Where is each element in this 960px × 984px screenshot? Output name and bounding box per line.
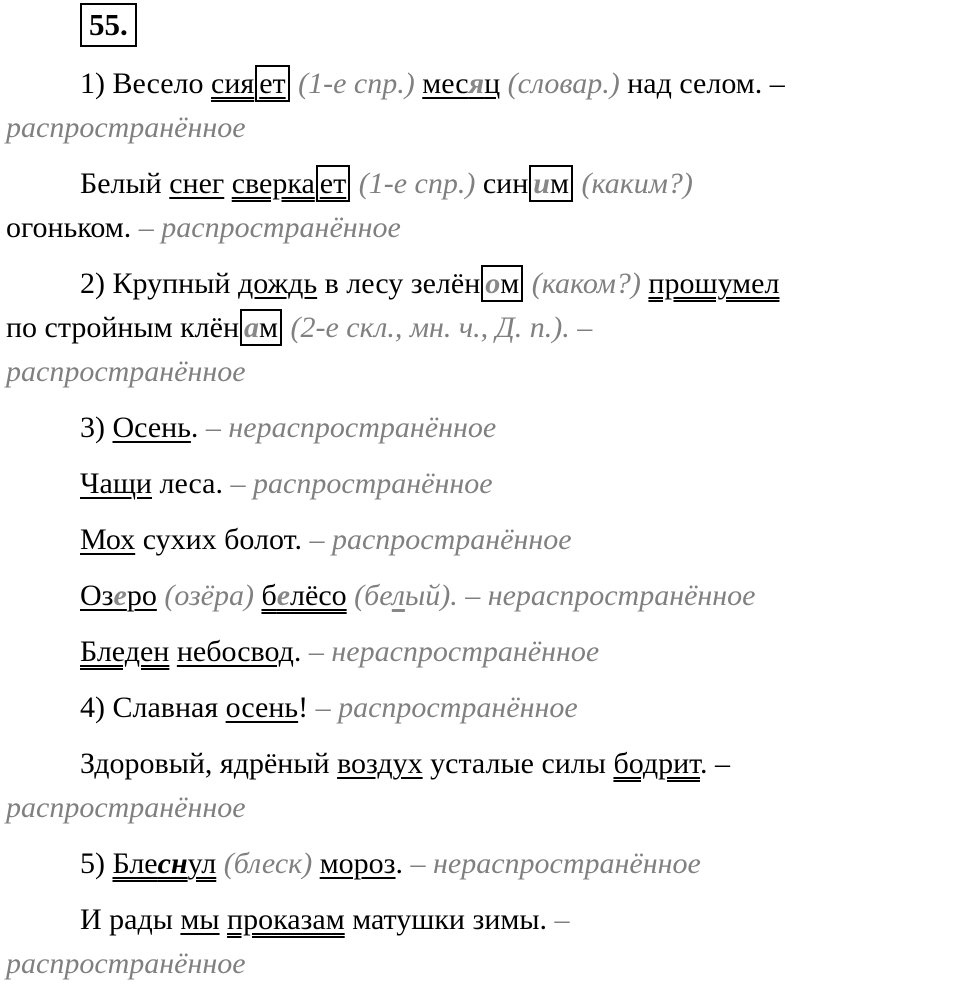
comment: (1-е спр.) <box>290 67 423 100</box>
text: син <box>482 167 529 200</box>
text: Здоровый, ядрёный <box>80 747 338 780</box>
predicate-word <box>232 167 352 200</box>
text: Оз <box>80 579 114 612</box>
predicate-word <box>261 579 346 612</box>
text: ый) <box>404 579 451 612</box>
text: 3) <box>80 411 113 444</box>
sentence-7 <box>80 576 756 616</box>
sentence-6 <box>80 520 572 560</box>
predicate-word <box>113 847 217 880</box>
ending-box: ет <box>255 65 289 102</box>
text: ул <box>187 847 217 880</box>
predicate-word: прошумел <box>648 267 780 300</box>
comment: (озёра) <box>156 579 262 612</box>
sentence-type: – нераспространённое <box>308 635 600 668</box>
text: Белый <box>80 167 170 200</box>
comment <box>347 579 451 612</box>
text: сухих болот. <box>135 523 310 556</box>
sentence-3-line-1 <box>80 264 779 304</box>
sentence-5 <box>80 464 493 504</box>
sentence-12-line-1 <box>80 900 570 940</box>
text: . <box>450 579 466 612</box>
text: 1) Весело <box>80 67 212 100</box>
sentence-type: распространённое <box>6 355 246 388</box>
sentence-type: – нераспространённое <box>465 579 756 612</box>
subject-word <box>422 67 500 100</box>
subject-word: мороз <box>319 847 396 880</box>
ending-box <box>481 265 523 302</box>
comment: (1-е спр.) <box>351 167 483 200</box>
ending-box: ет <box>316 165 350 202</box>
subject-word: небосвод <box>176 635 294 668</box>
vowel-highlight: е <box>113 579 127 612</box>
sentence-2-line-2 <box>6 208 401 248</box>
predicate-word: Бледен <box>80 635 170 668</box>
ending-box <box>529 165 573 202</box>
text: л <box>391 579 405 612</box>
text: б <box>261 579 277 612</box>
vowel-highlight: о <box>485 267 501 300</box>
sentence-type: – распространённое <box>309 523 572 556</box>
vowel-highlight: а <box>244 311 260 344</box>
text: . <box>293 635 309 668</box>
sentence-10-line-1 <box>80 744 730 784</box>
sentence-type: распространённое <box>6 791 246 824</box>
comment: (блеск) <box>216 847 320 880</box>
sentence-4 <box>80 408 496 448</box>
sentence-9 <box>80 688 578 728</box>
text: огоньком. <box>6 211 139 244</box>
text: м <box>259 311 278 344</box>
text: леса. <box>151 467 231 500</box>
text: 4) Славная <box>80 691 226 724</box>
predicate-word: проказам <box>227 903 345 936</box>
dash: . – <box>562 311 593 344</box>
text: усталые силы <box>422 747 614 780</box>
text: мес <box>422 67 469 100</box>
text: в лесу зелён <box>317 267 481 300</box>
sentence-11 <box>80 844 701 884</box>
sentence-1-line-1 <box>80 64 785 104</box>
text: сия <box>211 67 255 100</box>
sentence-type: – распространённое <box>315 691 578 724</box>
text: . – <box>700 747 731 780</box>
comment: (каком?) <box>524 267 649 300</box>
sentence-type: распространённое <box>6 947 246 980</box>
subject-word: Мох <box>80 523 136 556</box>
sentence-type: – нераспространённое <box>205 411 497 444</box>
sentence-type: – нераспространённое <box>410 847 701 880</box>
sentence-type: – распространённое <box>138 211 401 244</box>
subject-word: Осень <box>112 411 191 444</box>
text: . <box>190 411 206 444</box>
subject-word: снег <box>169 167 225 200</box>
vowel-highlight: е <box>276 579 291 612</box>
text: И рады <box>80 903 181 936</box>
dash: – <box>554 903 570 936</box>
sentence-type: распространённое <box>6 111 246 144</box>
sentence-2-line-1 <box>80 164 693 204</box>
ending-box <box>240 309 282 346</box>
text <box>169 635 177 668</box>
text: по стройным клён <box>6 311 240 344</box>
consonant-highlight: сн <box>157 847 188 880</box>
text: м <box>500 267 520 300</box>
text <box>224 167 232 200</box>
subject-word: воздух <box>337 747 423 780</box>
text: . <box>395 847 411 880</box>
vowel-highlight: я <box>468 67 485 100</box>
sentence-3-line-2 <box>6 308 592 348</box>
predicate-word: бодрит <box>613 747 701 780</box>
text: ц <box>484 67 501 100</box>
text <box>220 903 228 936</box>
subject-word <box>80 579 157 612</box>
comment: (2-е скл., мн. ч., Д. п.) <box>283 311 563 344</box>
vowel-highlight: и <box>533 167 550 200</box>
predicate-word <box>211 67 291 100</box>
text: (бе <box>346 579 392 612</box>
sentence-type: – распространённое <box>230 467 493 500</box>
text: ро <box>126 579 157 612</box>
subject-word: мы <box>180 903 220 936</box>
comment: (словар.) <box>500 67 628 100</box>
text: сверка <box>231 167 315 200</box>
text: ! <box>298 691 316 724</box>
sentence-8 <box>80 632 599 672</box>
text: матушки зимы. <box>344 903 555 936</box>
text: 2) Крупный <box>80 267 238 300</box>
text: м <box>549 167 569 200</box>
text: 5) <box>80 847 113 880</box>
subject-word: дождь <box>237 267 318 300</box>
subject-word: Чащи <box>80 467 152 500</box>
exercise-number: 55. <box>80 3 137 47</box>
subject-word: осень <box>225 691 299 724</box>
text: лёсо <box>290 579 347 612</box>
comment: (каким?) <box>573 167 693 200</box>
text: над селом. – <box>627 67 785 100</box>
text: Бле <box>112 847 158 880</box>
